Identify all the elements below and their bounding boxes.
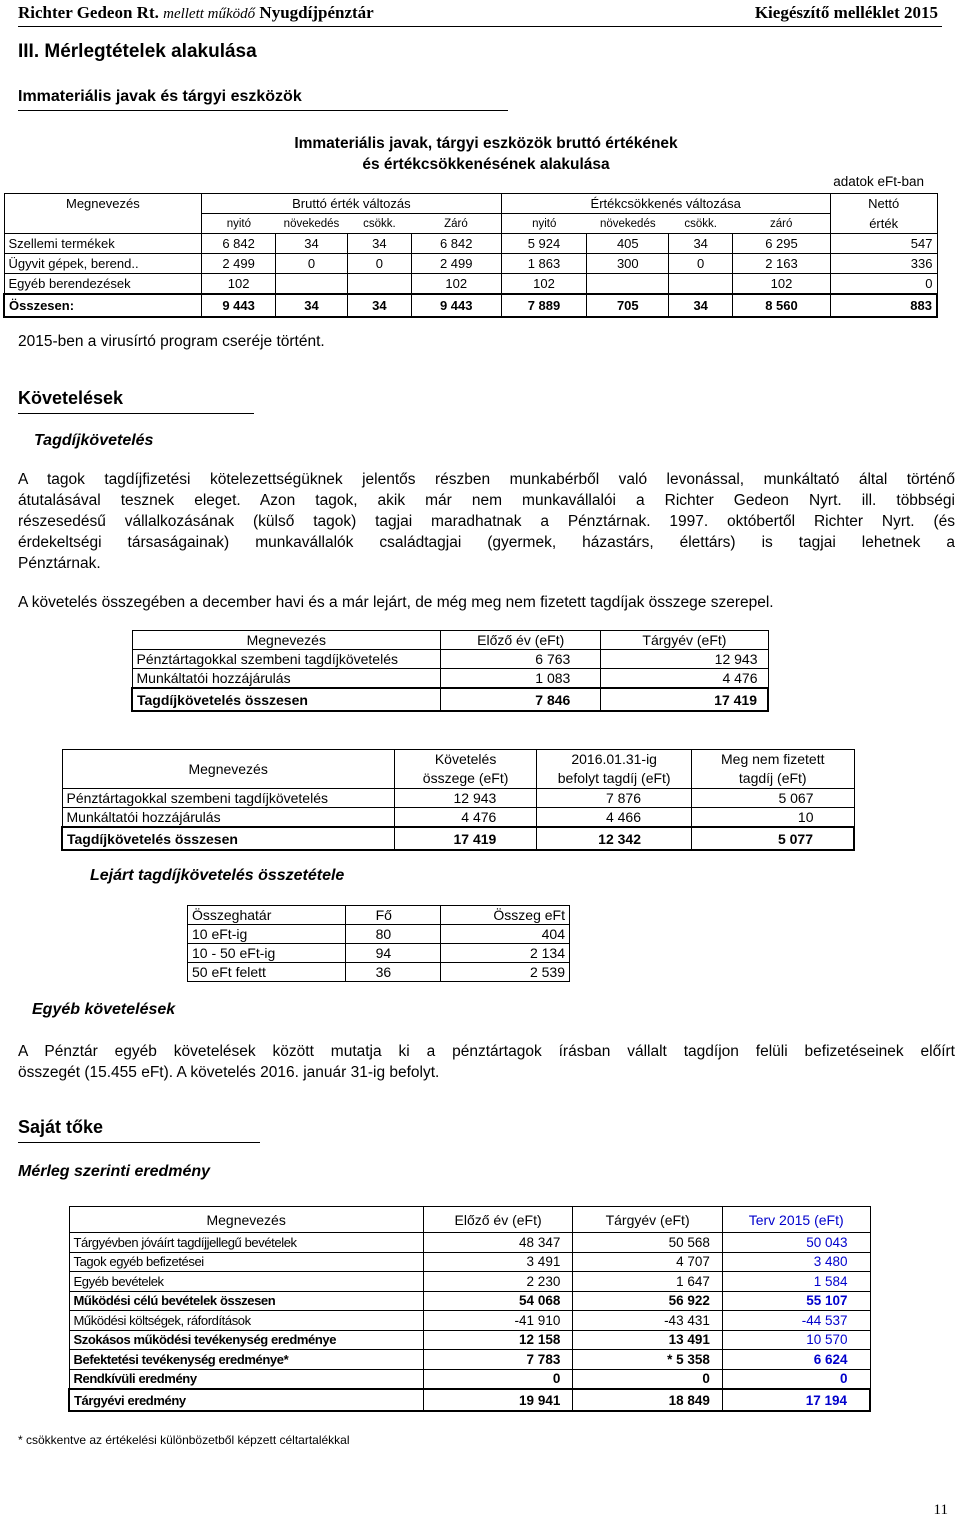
table2-total-row: Tagdíjkövetelés összesen 7 846 17 419 (132, 688, 768, 711)
note-virus: 2015-ben a virusírtó program cseréje történt. (18, 333, 325, 350)
table-row: Tagok egyéb befizetései 3 491 4 707 3 480 (69, 1252, 870, 1272)
table-row: Befektetési tevékenység eredménye* 7 783 * 5 358 6 624 (69, 1350, 870, 1370)
th-netto: Nettó (830, 194, 937, 214)
table-row: Szokásos működési tevékenység eredménye 12 158 13 491 10 570 (69, 1330, 870, 1350)
page-number: 11 (933, 1502, 948, 1518)
table-row: 10 eFt-ig 80 404 (188, 925, 570, 944)
table-row: Pénztártagokkal szembeni tagdíjkövetelés 6 763 12 943 (132, 650, 768, 669)
asset-table (3, 193, 938, 318)
lejart-title: Lejárt tagdíjkövetelés összetétele (90, 867, 345, 884)
table1-total-row: Összesen: 9 443 34 34 9 443 7 889 705 34 8 560 883 (4, 294, 937, 317)
table-row: Pénztártagokkal szembeni tagdíjkövetelés 12 943 7 876 5 067 (62, 789, 854, 808)
egyeb-paragraph: A Pénztár egyéb követelések között mutatja ki a pénztártagok írásban vállalt tagdíjon felüli befizetéseinek előírt összegét (15.455 eFt). A követelés 2016. január 31-ig befolyt. (18, 1043, 955, 1081)
th-ecs: Értékcsökkenés változása (501, 194, 830, 214)
subsection-title-wrap (18, 88, 508, 111)
table-head-row: Összeghatár Fő Összeg eFt (188, 906, 570, 925)
sajat-toke-title: Saját tőke (18, 1117, 104, 1137)
koveteles-note: A követelés összegében a december havi és a már lejárt, de még meg nem fizetett tagdíjak összege szerepel. (18, 594, 774, 611)
table-row: Egyéb berendezések 102 102 102 102 0 (4, 274, 937, 295)
egyeb-title: Egyéb követelések (32, 1001, 176, 1018)
lejart-table (187, 905, 570, 982)
section-title: III. Mérlegtételek alakulása (18, 41, 257, 62)
merleg-title: Mérleg szerinti eredmény (18, 1163, 211, 1180)
header-rule (18, 26, 942, 27)
footnote: * csökkentve az értékelési különbözetből képzett céltartalékkal (18, 1433, 350, 1447)
table1-head-row (4, 194, 937, 214)
subsection-title: Immateriális javak és tárgyi eszközök (18, 88, 302, 105)
tagdij-paragraph: A tagok tagdíjfizetési kötelezettségüknek jelentős részben munkabérből való levonással, munkáltató által történő átutalásával tesznek eleget. Azon tagok, akik már nem munkavállalói a Richter Gedeon Nyrt. ill. többségi részesedésű vállalkozásának (külső tagok) tagjai maradhatnak a Pénztárnak. 1997. októbertől Richter Nyrt. (és érdekeltségi társaságainak) munkavállalók családtagjai (gyermek, házastárs, élettárs) is tagjai lehetnek a Pénztárnak. (18, 471, 955, 572)
th-brutto: Bruttó érték változás (202, 194, 501, 214)
table-row: Egyéb bevételek 2 230 1 647 1 584 (69, 1272, 870, 1292)
table-row: Működési költségek, ráfordítások -41 910 -43 431 -44 537 (69, 1311, 870, 1331)
table1-caption: Immateriális javak, tárgyi eszközök bruttó értékének és értékcsökkenésének alakulása (294, 135, 678, 173)
tagdij-befolyas-table (61, 749, 855, 851)
th-name: Megnevezés (4, 194, 202, 214)
table-row: Rendkívüli eredmény 0 0 0 (69, 1369, 870, 1389)
header-right: Kiegészítő melléklet 2015 (754, 3, 938, 22)
kovetelesek-title: Követelések (18, 388, 124, 408)
table-row: Ügyvit gépek, berend.. 2 499 0 0 2 499 1 863 300 0 2 163 336 (4, 254, 937, 274)
tagdij-table (131, 630, 769, 712)
table-head-row: Megnevezés Követelés összege (eFt) 2016.01.31-ig befolyt tagdíj (eFt) Meg nem fizetett tagdíj (eFt) (62, 750, 854, 789)
table-head-row: Megnevezés Előző év (eFt) Tárgyév (eFt) (132, 631, 768, 650)
header-left: Richter Gedeon Rt. mellett működő Nyugdíjpénztár (18, 3, 374, 22)
table-row: Szellemi termékek 6 842 34 34 6 842 5 924 405 34 6 295 547 (4, 234, 937, 254)
table-row: 50 eFt felett 36 2 539 (188, 963, 570, 982)
table-row: Tárgyévben jóváírt tagdíjjellegű bevételek 48 347 50 568 50 043 (69, 1233, 870, 1253)
kovetelesek-title-wrap (18, 388, 254, 414)
table-row: Munkáltatói hozzájárulás 4 476 4 466 10 (62, 808, 854, 828)
table3-total-row: Tagdíjkövetelés összesen 17 419 12 342 5 077 (62, 827, 854, 850)
eredmeny-table (68, 1206, 871, 1412)
tagdijkoveteles-title: Tagdíjkövetelés (34, 432, 154, 449)
sajat-toke-title-wrap (18, 1117, 260, 1143)
table-row: Működési célú bevételek összesen 54 068 56 922 55 107 (69, 1291, 870, 1311)
table-head-row: Megnevezés Előző év (eFt) Tárgyév (eFt) Terv 2015 (eFt) (69, 1207, 870, 1233)
table1-unit: adatok eFt-ban (833, 174, 924, 189)
table-row: Munkáltatói hozzájárulás 1 083 4 476 (132, 669, 768, 689)
table-row: 10 - 50 eFt-ig 94 2 134 (188, 944, 570, 963)
eredmeny-total-row: Tárgyévi eredmény 19 941 18 849 17 194 (69, 1389, 870, 1411)
table1-sub-row: nyitó növekedés csökk. Záró nyitó növekedés csökk. záró érték (4, 214, 937, 234)
